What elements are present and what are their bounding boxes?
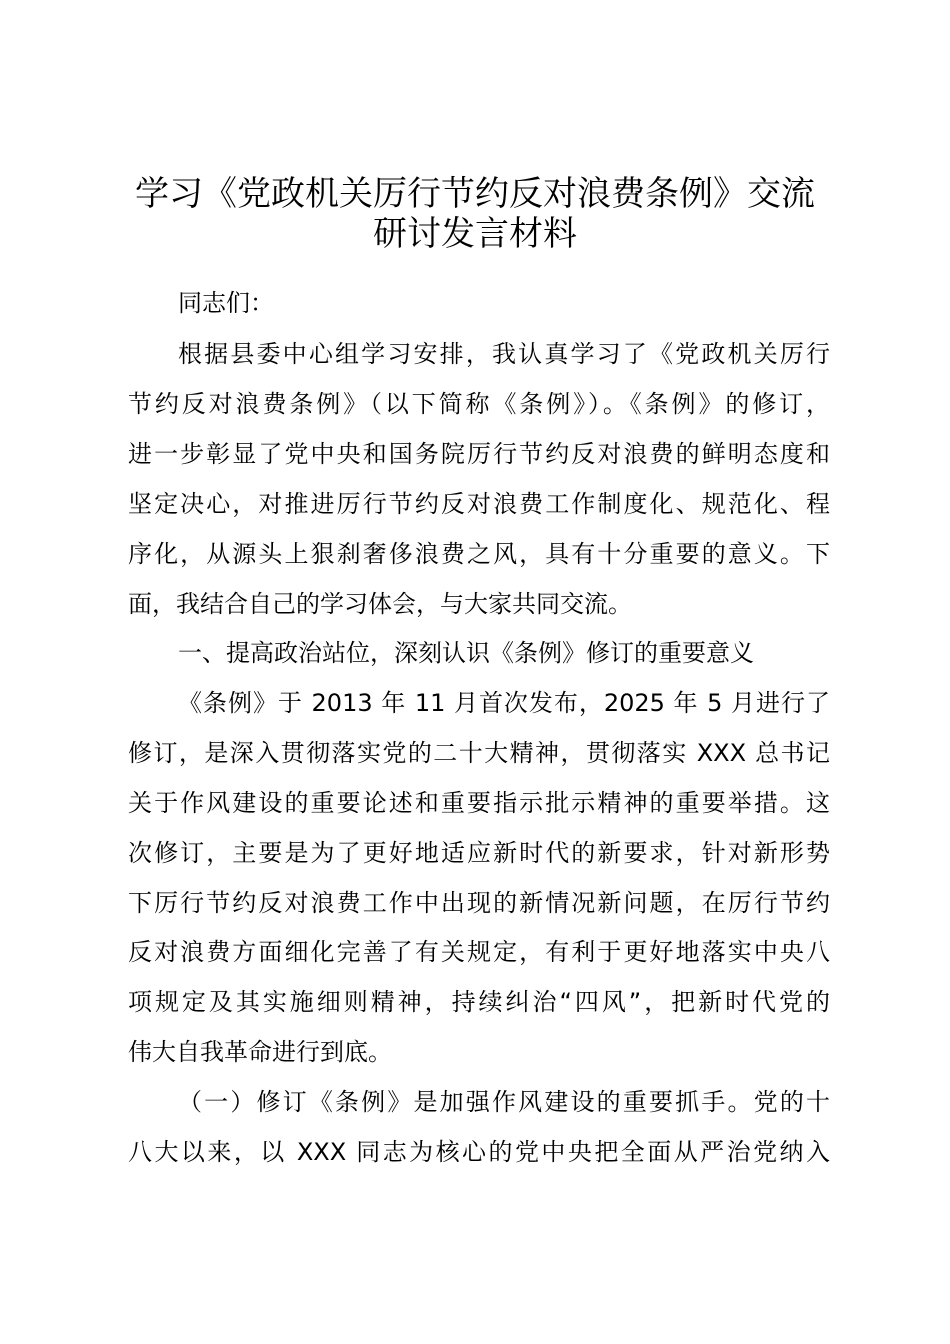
section-heading: 一、提高政治站位，深刻认识《条例》修订的重要意义 [178, 639, 754, 667]
paragraph-line: 项规定及其实施细则精神，持续纠治“四风”，把新时代党的 [128, 988, 830, 1016]
document-title-line-1: 学习《党政机关厉行节约反对浪费条例》交流 [135, 174, 815, 214]
paragraph-line: 节约反对浪费条例》（以下简称《条例》）。《条例》的修订， [128, 390, 830, 418]
paragraph-line: 序化，从源头上狠刹奢侈浪费之风，具有十分重要的意义。下 [128, 540, 830, 568]
paragraph-line: 《条例》于 2013 年 11 月首次发布，2025 年 5 月进行了 [178, 689, 830, 717]
paragraph-line: 根据县委中心组学习安排，我认真学习了《党政机关厉行 [178, 340, 830, 368]
paragraph-line: 面，我结合自己的学习体会，与大家共同交流。 [128, 590, 632, 618]
paragraph-line: 反对浪费方面细化完善了有关规定，有利于更好地落实中央八 [128, 938, 830, 966]
paragraph-line: 下厉行节约反对浪费工作中出现的新情况新问题，在厉行节约 [128, 889, 830, 917]
paragraph-line: 进一步彰显了党中央和国务院厉行节约反对浪费的鲜明态度和 [128, 440, 830, 468]
paragraph-line: 坚定决心，对推进厉行节约反对浪费工作制度化、规范化、程 [128, 490, 830, 518]
document-title-line-2: 研讨发言材料 [373, 214, 577, 254]
paragraph-line: 修订，是深入贯彻落实党的二十大精神，贯彻落实 XXX 总书记 [128, 739, 830, 767]
paragraph-line: 伟大自我革命进行到底。 [128, 1038, 392, 1066]
subsection-line: （一）修订《条例》是加强作风建设的重要抓手。党的十 [178, 1088, 830, 1116]
salutation: 同志们： [178, 289, 274, 317]
paragraph-line: 关于作风建设的重要论述和重要指示批示精神的重要举措。这 [128, 789, 830, 817]
paragraph-line: 次修订，主要是为了更好地适应新时代的新要求，针对新形势 [128, 839, 830, 867]
paragraph-line: 八大以来，以 XXX 同志为核心的党中央把全面从严治党纳入 [128, 1138, 830, 1166]
